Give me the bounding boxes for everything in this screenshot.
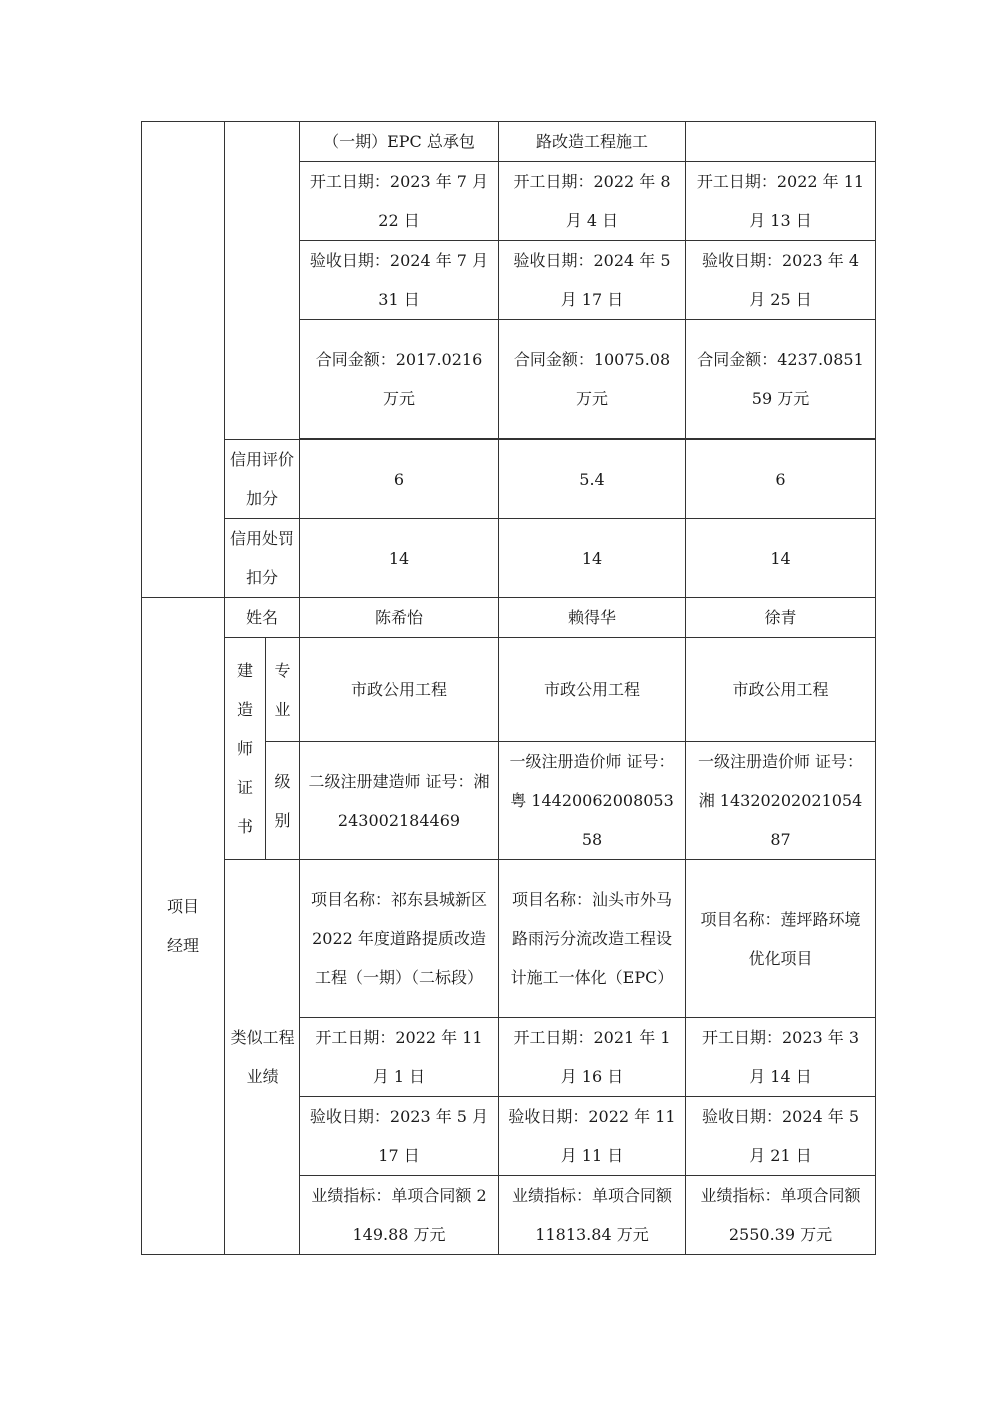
project-manager-label: 项目经理 (142, 598, 225, 1255)
manager-name-cell: 赖得华 (499, 598, 686, 638)
similar-project-name-cell: 项目名称：汕头市外马路雨污分流改造工程设计施工一体化（EPC） (499, 860, 686, 1018)
credit-penalty-value: 14 (686, 519, 876, 598)
project-name-cell (686, 122, 876, 162)
performance-cell: 业绩指标：单项合同额 11813.84 万元 (499, 1176, 686, 1255)
blank-category-cell (142, 122, 225, 598)
start-date-cell: 开工日期：2022 年 8 月 4 日 (499, 162, 686, 241)
contract-amount-cell: 合同金额：10075.08 万元 (499, 320, 686, 439)
major-cell: 市政公用工程 (300, 638, 499, 742)
similar-start-date-cell: 开工日期：2023 年 3 月 14 日 (686, 1018, 876, 1097)
similar-acceptance-date-cell: 验收日期：2023 年 5 月 17 日 (300, 1097, 499, 1176)
contract-amount-cell: 合同金额：2017.0216 万元 (300, 320, 499, 439)
name-label: 姓名 (225, 598, 300, 638)
manager-name-cell: 陈希怡 (300, 598, 499, 638)
major-cell: 市政公用工程 (499, 638, 686, 742)
table-row (142, 860, 876, 1018)
table-row (142, 519, 876, 598)
table-row (142, 598, 876, 638)
performance-cell: 业绩指标：单项合同额 2149.88 万元 (300, 1176, 499, 1255)
similar-acceptance-date-cell: 验收日期：2022 年 11 月 11 日 (499, 1097, 686, 1176)
bid-evaluation-table (141, 121, 876, 1255)
credit-penalty-value: 14 (499, 519, 686, 598)
blank-subcategory-cell (225, 122, 300, 440)
table-row (142, 122, 876, 162)
acceptance-date-cell: 验收日期：2024 年 5 月 17 日 (499, 241, 686, 320)
similar-projects-label: 类似工程业绩 (225, 860, 300, 1255)
credit-bonus-value: 5.4 (499, 440, 686, 519)
contract-amount-cell: 合同金额：4237.085159 万元 (686, 320, 876, 439)
similar-start-date-cell: 开工日期：2022 年 11 月 1 日 (300, 1018, 499, 1097)
major-label: 专业 (266, 638, 300, 742)
credit-bonus-value: 6 (686, 440, 876, 519)
start-date-cell: 开工日期：2022 年 11 月 13 日 (686, 162, 876, 241)
start-date-cell: 开工日期：2023 年 7 月 22 日 (300, 162, 499, 241)
level-cell: 二级注册建造师 证号：湘 243002184469 (300, 742, 499, 860)
certificate-label: 建造师证书 (225, 638, 266, 860)
similar-acceptance-date-cell: 验收日期：2024 年 5 月 21 日 (686, 1097, 876, 1176)
credit-penalty-value: 14 (300, 519, 499, 598)
level-cell: 一级注册造价师 证号：湘 1432020202105487 (686, 742, 876, 860)
project-name-cell: 路改造工程施工 (499, 122, 686, 162)
acceptance-date-cell: 验收日期：2024 年 7 月 31 日 (300, 241, 499, 320)
manager-name-cell: 徐青 (686, 598, 876, 638)
performance-cell: 业绩指标：单项合同额 2550.39 万元 (686, 1176, 876, 1255)
similar-project-name-cell: 项目名称：莲坪路环境优化项目 (686, 860, 876, 1018)
table-row (142, 440, 876, 519)
credit-bonus-label: 信用评价加分 (225, 440, 300, 519)
acceptance-date-cell: 验收日期：2023 年 4 月 25 日 (686, 241, 876, 320)
similar-start-date-cell: 开工日期：2021 年 1 月 16 日 (499, 1018, 686, 1097)
level-cell: 一级注册造价师 证号：粤 1442006200805358 (499, 742, 686, 860)
level-label: 级别 (266, 742, 300, 860)
project-name-cell: （一期）EPC 总承包 (300, 122, 499, 162)
credit-bonus-value: 6 (300, 440, 499, 519)
major-cell: 市政公用工程 (686, 638, 876, 742)
table-row (142, 638, 876, 742)
similar-project-name-cell: 项目名称：祁东县城新区 2022 年度道路提质改造工程（一期）（二标段） (300, 860, 499, 1018)
credit-penalty-label: 信用处罚扣分 (225, 519, 300, 598)
